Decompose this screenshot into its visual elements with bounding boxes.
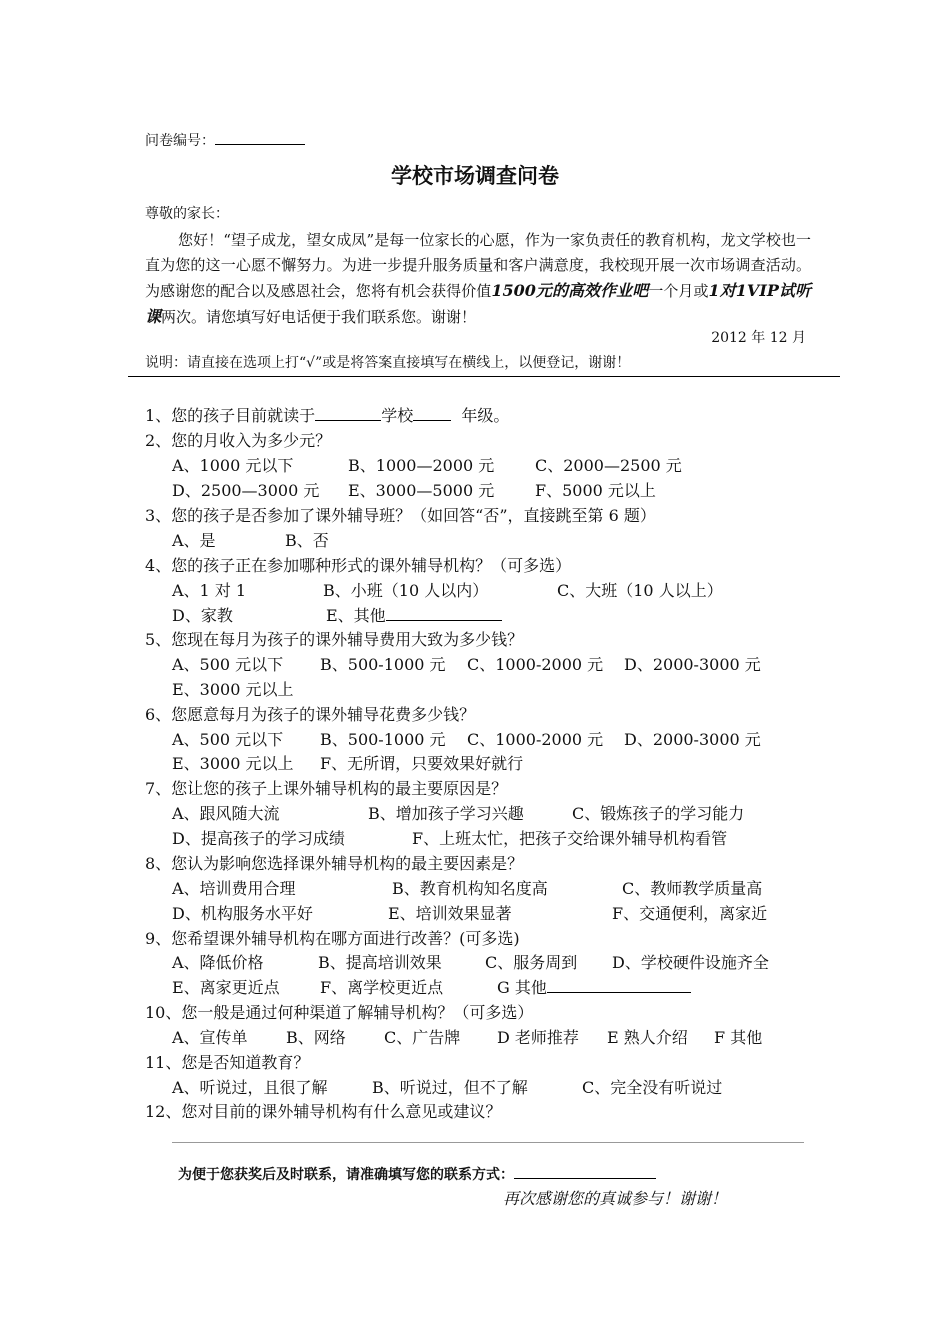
q1-text-b: 学校 [381,406,414,425]
q6-option-f[interactable]: F、无所谓，只要效果好就行 [320,754,524,773]
q9-other-field[interactable] [547,976,691,993]
q8-option-d[interactable]: D、机构服务水平好 [172,904,313,923]
question-9: 9、您希望课外辅导机构在哪方面进行改善？(可多选) [145,929,520,948]
q5-option-b[interactable]: B、500-1000 元 [320,655,446,674]
q4-option-a[interactable]: A、1 对 1 [172,581,247,600]
q7-option-d[interactable]: D、提高孩子的学习成绩 [172,829,345,848]
question-10: 10、您一般是通过何种渠道了解辅导机构？（可多选） [145,1003,534,1022]
q3-option-b[interactable]: B、否 [285,531,329,550]
intro-text-1: 您好！“望子成龙，望女成凤”是每一位家长的心愿，作为一家负责任的教育机构，龙文学校也一直为您的这一心愿不懈努力。为进一步提升服务质量和客户满意度，我校现开展一次市场调查活动。为感谢您的配合以及感恩社会，您将有机会获得价值 [145,231,811,300]
q2-option-e[interactable]: E、3000—5000 元 [348,481,495,500]
q6-option-b[interactable]: B、500-1000 元 [320,730,446,749]
q9-option-g[interactable] [497,975,691,998]
intro-prize-1: 1500元的高效作业吧 [491,281,649,300]
q5-option-d[interactable]: D、2000-3000 元 [624,655,761,674]
question-5: 5、您现在每月为孩子的课外辅导费用大致为多少钱？ [145,630,524,649]
q9-option-e[interactable]: E、离家更近点 [172,978,280,997]
q4-option-e[interactable] [326,603,502,626]
q4-option-e-label: E、其他 [326,606,386,625]
instructions: 说明：请直接在选项上打“√”或是将答案直接填写在横线上，以便登记，谢谢！ [145,355,631,371]
contact-prompt [178,1162,656,1184]
intro-text-2: 一个月或 [648,282,709,300]
q2-option-a[interactable]: A、1000 元以下 [172,456,294,475]
q5-option-c[interactable]: C、1000-2000 元 [467,655,604,674]
q10-option-d[interactable]: D 老师推荐 [497,1028,579,1047]
question-1 [145,403,509,426]
q8-option-b[interactable]: B、教育机构知名度高 [392,879,548,898]
q2-option-c[interactable]: C、2000—2500 元 [535,456,682,475]
q11-option-c[interactable]: C、完全没有听说过 [582,1078,723,1097]
q6-option-d[interactable]: D、2000-3000 元 [624,730,761,749]
q10-option-f[interactable]: F 其他 [714,1028,763,1047]
header-divider [128,376,840,377]
q6-option-e[interactable]: E、3000 元以上 [172,754,294,773]
intro-text-3: 两次。请您填写好电话便于我们联系您。谢谢！ [161,308,477,326]
contact-field[interactable] [514,1162,656,1179]
q1-grade-field[interactable] [413,404,451,421]
q5-option-a[interactable]: A、500 元以下 [172,655,284,674]
q2-option-d[interactable]: D、2500—3000 元 [172,481,320,500]
q10-option-e[interactable]: E 熟人介绍 [607,1028,688,1047]
q9-option-g-label: G 其他 [497,978,547,997]
q4-option-d[interactable]: D、家教 [172,606,233,625]
q4-option-b[interactable]: B、小班（10 人以内） [323,581,489,600]
q5-option-e[interactable]: E、3000 元以上 [172,680,294,699]
salutation: 尊敬的家长： [145,206,229,222]
intro-prize-2: 1对1VIP试听课 [145,281,811,326]
q10-option-a[interactable]: A、宣传单 [172,1028,248,1047]
q9-option-f[interactable]: F、离学校更近点 [320,978,444,997]
q10-option-c[interactable]: C、广告牌 [384,1028,461,1047]
question-11: 11、您是否知道教育？ [145,1053,310,1072]
survey-date: 2012 年 12 月 [711,330,806,346]
page-title: 学校市场调查问卷 [391,163,559,188]
q3-option-a[interactable]: A、是 [172,531,216,550]
q8-option-c[interactable]: C、教师教学质量高 [622,879,763,898]
q7-option-c[interactable]: C、锻炼孩子的学习能力 [572,804,745,823]
q8-option-a[interactable]: A、培训费用合理 [172,879,296,898]
question-7: 7、您让您的孩子上课外辅导机构的最主要原因是？ [145,779,508,798]
question-6: 6、您愿意每月为孩子的课外辅导花费多少钱？ [145,705,476,724]
question-12: 12、您对目前的课外辅导机构有什么意见或建议？ [145,1102,502,1121]
q10-option-b[interactable]: B、网络 [286,1028,346,1047]
q6-option-a[interactable]: A、500 元以下 [172,730,284,749]
questionnaire-number-label: 问卷编号： [145,133,215,149]
q7-option-a[interactable]: A、跟风随大流 [172,804,280,823]
q2-option-b[interactable]: B、1000—2000 元 [348,456,495,475]
intro-paragraph [145,228,811,330]
q9-option-d[interactable]: D、学校硬件设施齐全 [612,953,769,972]
q4-other-field[interactable] [386,604,502,621]
question-8: 8、您认为影响您选择课外辅导机构的最主要因素是？ [145,854,524,873]
question-2: 2、您的月收入为多少元？ [145,431,332,450]
q7-option-b[interactable]: B、增加孩子学习兴趣 [368,804,524,823]
q1-text-a: 1、您的孩子目前就读于 [145,406,316,425]
q9-option-a[interactable]: A、降低价格 [172,953,264,972]
q12-answer-line[interactable] [172,1142,804,1143]
question-4: 4、您的孩子正在参加哪种形式的课外辅导机构？（可多选） [145,556,572,575]
q1-text-c: 年级。 [461,406,510,425]
q9-option-b[interactable]: B、提高培训效果 [318,953,442,972]
q11-option-b[interactable]: B、听说过，但不了解 [372,1078,528,1097]
q7-option-f[interactable]: F、上班太忙，把孩子交给课外辅导机构看管 [412,829,728,848]
question-3: 3、您的孩子是否参加了课外辅导班？（如回答“否”，直接跳至第 6 题） [145,506,656,525]
q4-option-c[interactable]: C、大班（10 人以上） [557,581,723,600]
q2-option-f[interactable]: F、5000 元以上 [535,481,656,500]
q6-option-c[interactable]: C、1000-2000 元 [467,730,604,749]
questionnaire-number-field[interactable] [215,128,305,145]
thanks-note: 再次感谢您的真诚参与！谢谢！ [503,1189,728,1208]
q8-option-e[interactable]: E、培训效果显著 [388,904,512,923]
q8-option-f[interactable]: F、交通便利，离家近 [612,904,768,923]
q11-option-a[interactable]: A、听说过，且很了解 [172,1078,328,1097]
contact-label: 为便于您获奖后及时联系，请准确填写您的联系方式： [178,1167,514,1183]
questionnaire-number [145,128,305,150]
q9-option-c[interactable]: C、服务周到 [485,953,578,972]
q1-school-field[interactable] [315,404,381,421]
